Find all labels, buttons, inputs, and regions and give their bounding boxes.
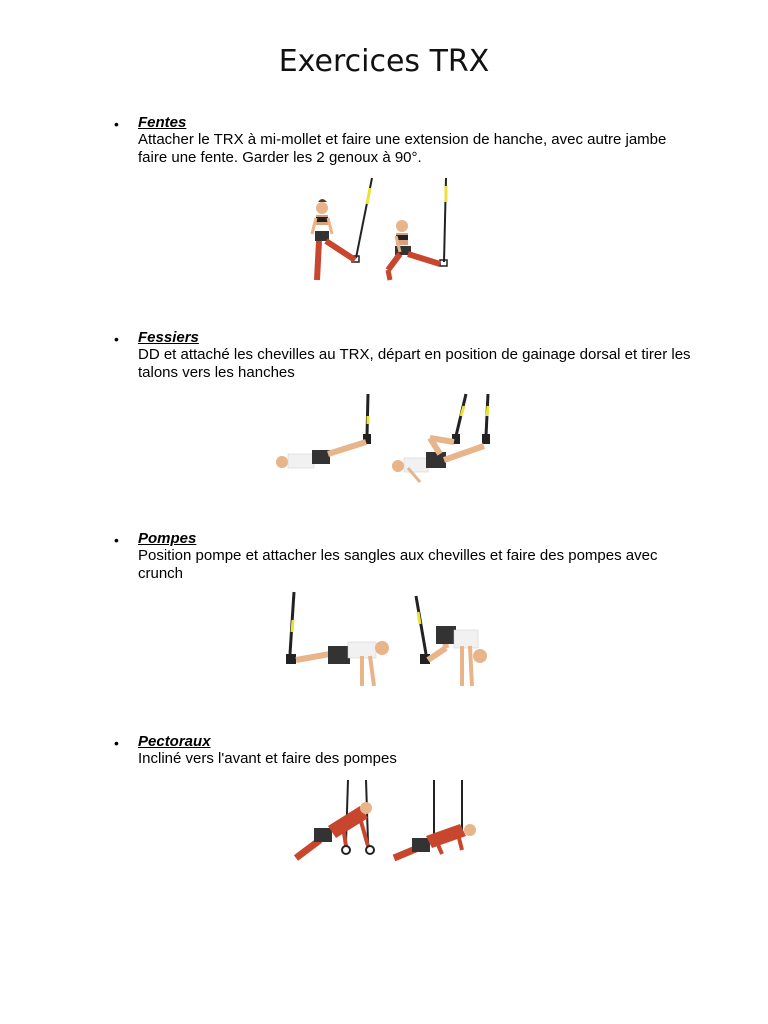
bullet-icon: • <box>114 532 119 548</box>
section-description: Attacher le TRX à mi-mollet et faire une extension de hanche, avec autre jambe faire une fente. Garder les 2 genoux à 90°. <box>138 131 667 166</box>
section-description: Incliné vers l'avant et faire des pompes <box>138 750 397 767</box>
pectoraux-illustration <box>290 778 486 868</box>
section-description: DD et attaché les chevilles au TRX, départ en position de gainage dorsal et tirer les talons vers les hanches <box>138 346 691 381</box>
bullet-icon: • <box>114 735 119 751</box>
section-heading: Fentes <box>138 114 187 131</box>
section-heading: Pectoraux <box>138 733 211 750</box>
fessiers-illustration <box>270 392 500 492</box>
bullet-icon: • <box>114 331 119 347</box>
section-heading: Pompes <box>138 530 197 547</box>
pompes-illustration <box>278 590 492 694</box>
fentes-illustration <box>300 176 460 286</box>
bullet-icon: • <box>114 116 119 132</box>
section-description: Position pompe et attacher les sangles aux chevilles et faire des pompes avec crunch <box>138 547 658 582</box>
section-heading: Fessiers <box>138 329 199 346</box>
page-title: Exercices TRX <box>278 44 490 79</box>
